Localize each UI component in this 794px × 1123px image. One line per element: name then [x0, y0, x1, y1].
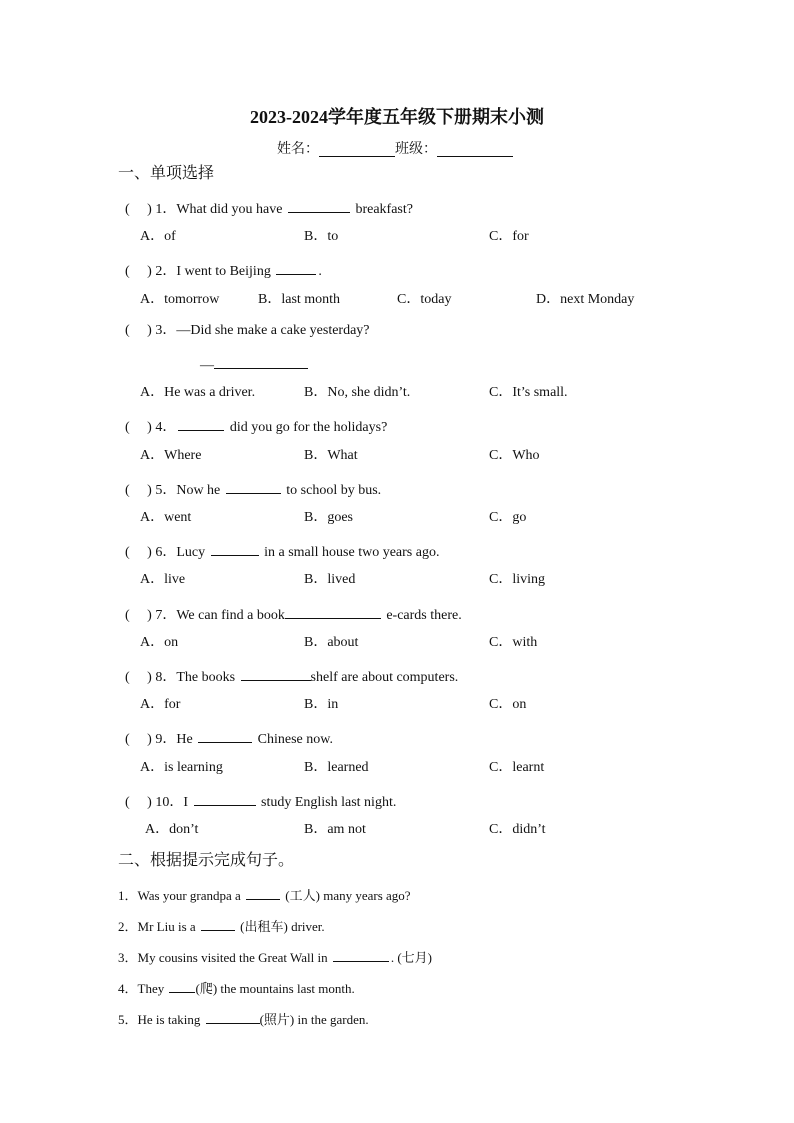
answer-blank[interactable]: [214, 355, 308, 369]
option-10a[interactable]: A．don’t: [145, 822, 199, 837]
option-8b[interactable]: B．in: [304, 697, 339, 712]
option-2d[interactable]: D．next Monday: [536, 292, 635, 307]
option-8a[interactable]: A．for: [140, 697, 181, 712]
answer-paren[interactable]: ( ): [125, 202, 152, 217]
answer-blank[interactable]: [288, 199, 350, 213]
fill-item-3: 3．My cousins visited the Great Wall in . (七月): [118, 950, 433, 965]
answer-blank[interactable]: [211, 542, 259, 556]
option-7a[interactable]: A．on: [140, 635, 179, 650]
name-label: 姓名：: [277, 142, 319, 157]
section1-heading: 一、单项选择: [118, 165, 215, 182]
name-blank[interactable]: [319, 141, 395, 157]
page-title: 2023-2024学年度五年级下册期末小测: [250, 107, 544, 127]
answer-blank[interactable]: [178, 417, 224, 431]
option-4a[interactable]: A．Where: [140, 448, 202, 463]
option-7c[interactable]: C．with: [489, 635, 538, 650]
option-3b[interactable]: B．No, she didn’t.: [304, 385, 411, 400]
section2-heading: 二、根据提示完成句子。: [118, 852, 295, 869]
option-8c[interactable]: C．on: [489, 697, 527, 712]
class-label: 班级：: [395, 142, 437, 157]
option-5c[interactable]: C．go: [489, 510, 527, 525]
option-2b[interactable]: B．last month: [258, 292, 341, 307]
answer-blank[interactable]: [198, 729, 252, 743]
answer-blank[interactable]: [226, 480, 281, 494]
option-9c[interactable]: C．learnt: [489, 760, 545, 775]
answer-paren[interactable]: ( ): [125, 483, 152, 498]
option-1a[interactable]: A．of: [140, 229, 176, 244]
question-7: ( ) 7．We can find a book e-cards there.: [125, 605, 462, 623]
option-6b[interactable]: B．lived: [304, 572, 356, 587]
answer-blank[interactable]: [194, 792, 256, 806]
fill-item-4: 4．They (爬) the mountains last month.: [118, 981, 355, 996]
option-3a[interactable]: A．He was a driver.: [140, 385, 256, 400]
student-info-line: [277, 141, 513, 157]
answer-paren[interactable]: ( ): [125, 795, 152, 810]
question-4: ( ) 4． did you go for the holidays?: [125, 417, 387, 435]
question-8: ( ) 8．The books shelf are about computers.: [125, 667, 458, 685]
option-7b[interactable]: B．about: [304, 635, 359, 650]
answer-paren[interactable]: ( ): [125, 264, 152, 279]
answer-blank[interactable]: [276, 261, 316, 275]
question-9: ( ) 9．He Chinese now.: [125, 729, 333, 747]
option-1c[interactable]: C．for: [489, 229, 529, 244]
question-5: ( ) 5．Now he to school by bus.: [125, 480, 381, 498]
answer-blank[interactable]: [246, 886, 280, 900]
option-9b[interactable]: B．learned: [304, 760, 369, 775]
question-6: ( ) 6．Lucy in a small house two years ago.: [125, 542, 439, 560]
answer-blank[interactable]: [169, 979, 195, 993]
answer-paren[interactable]: ( ): [125, 670, 152, 685]
answer-blank[interactable]: [333, 948, 389, 962]
answer-paren[interactable]: ( ): [125, 323, 152, 338]
class-blank[interactable]: [437, 141, 513, 157]
question-10: ( ) 10．I study English last night.: [125, 792, 396, 810]
option-2c[interactable]: C．today: [397, 292, 452, 307]
answer-blank[interactable]: [201, 917, 235, 931]
question-1: ( ) 1．What did you have breakfast?: [125, 199, 413, 217]
answer-blank[interactable]: [241, 667, 311, 681]
fill-item-1: 1．Was your grandpa a (工人) many years ago?: [118, 888, 411, 903]
question-2: ( ) 2．I went to Beijing .: [125, 261, 322, 279]
option-6a[interactable]: A．live: [140, 572, 186, 587]
option-10b[interactable]: B．am not: [304, 822, 366, 837]
fill-item-2: 2．Mr Liu is a (出租车) driver.: [118, 919, 325, 934]
option-6c[interactable]: C．living: [489, 572, 546, 587]
answer-paren[interactable]: ( ): [125, 732, 152, 747]
answer-blank[interactable]: [285, 605, 381, 619]
answer-paren[interactable]: ( ): [125, 545, 152, 560]
option-4c[interactable]: C．Who: [489, 448, 540, 463]
option-2a[interactable]: A．tomorrow: [140, 292, 220, 307]
option-1b[interactable]: B．to: [304, 229, 339, 244]
answer-paren[interactable]: ( ): [125, 608, 152, 623]
answer-paren[interactable]: ( ): [125, 420, 152, 435]
fill-item-5: 5．He is taking (照片) in the garden.: [118, 1012, 369, 1027]
option-10c[interactable]: C．didn’t: [489, 822, 546, 837]
option-9a[interactable]: A．is learning: [140, 760, 223, 775]
option-4b[interactable]: B．What: [304, 448, 358, 463]
question-3: ( ) 3．—Did she make a cake yesterday?: [125, 323, 370, 338]
option-5b[interactable]: B．goes: [304, 510, 353, 525]
option-5a[interactable]: A．went: [140, 510, 192, 525]
option-3c[interactable]: C．It’s small.: [489, 385, 568, 400]
answer-blank[interactable]: [206, 1010, 260, 1024]
question-3-answer-line: —: [200, 355, 310, 373]
